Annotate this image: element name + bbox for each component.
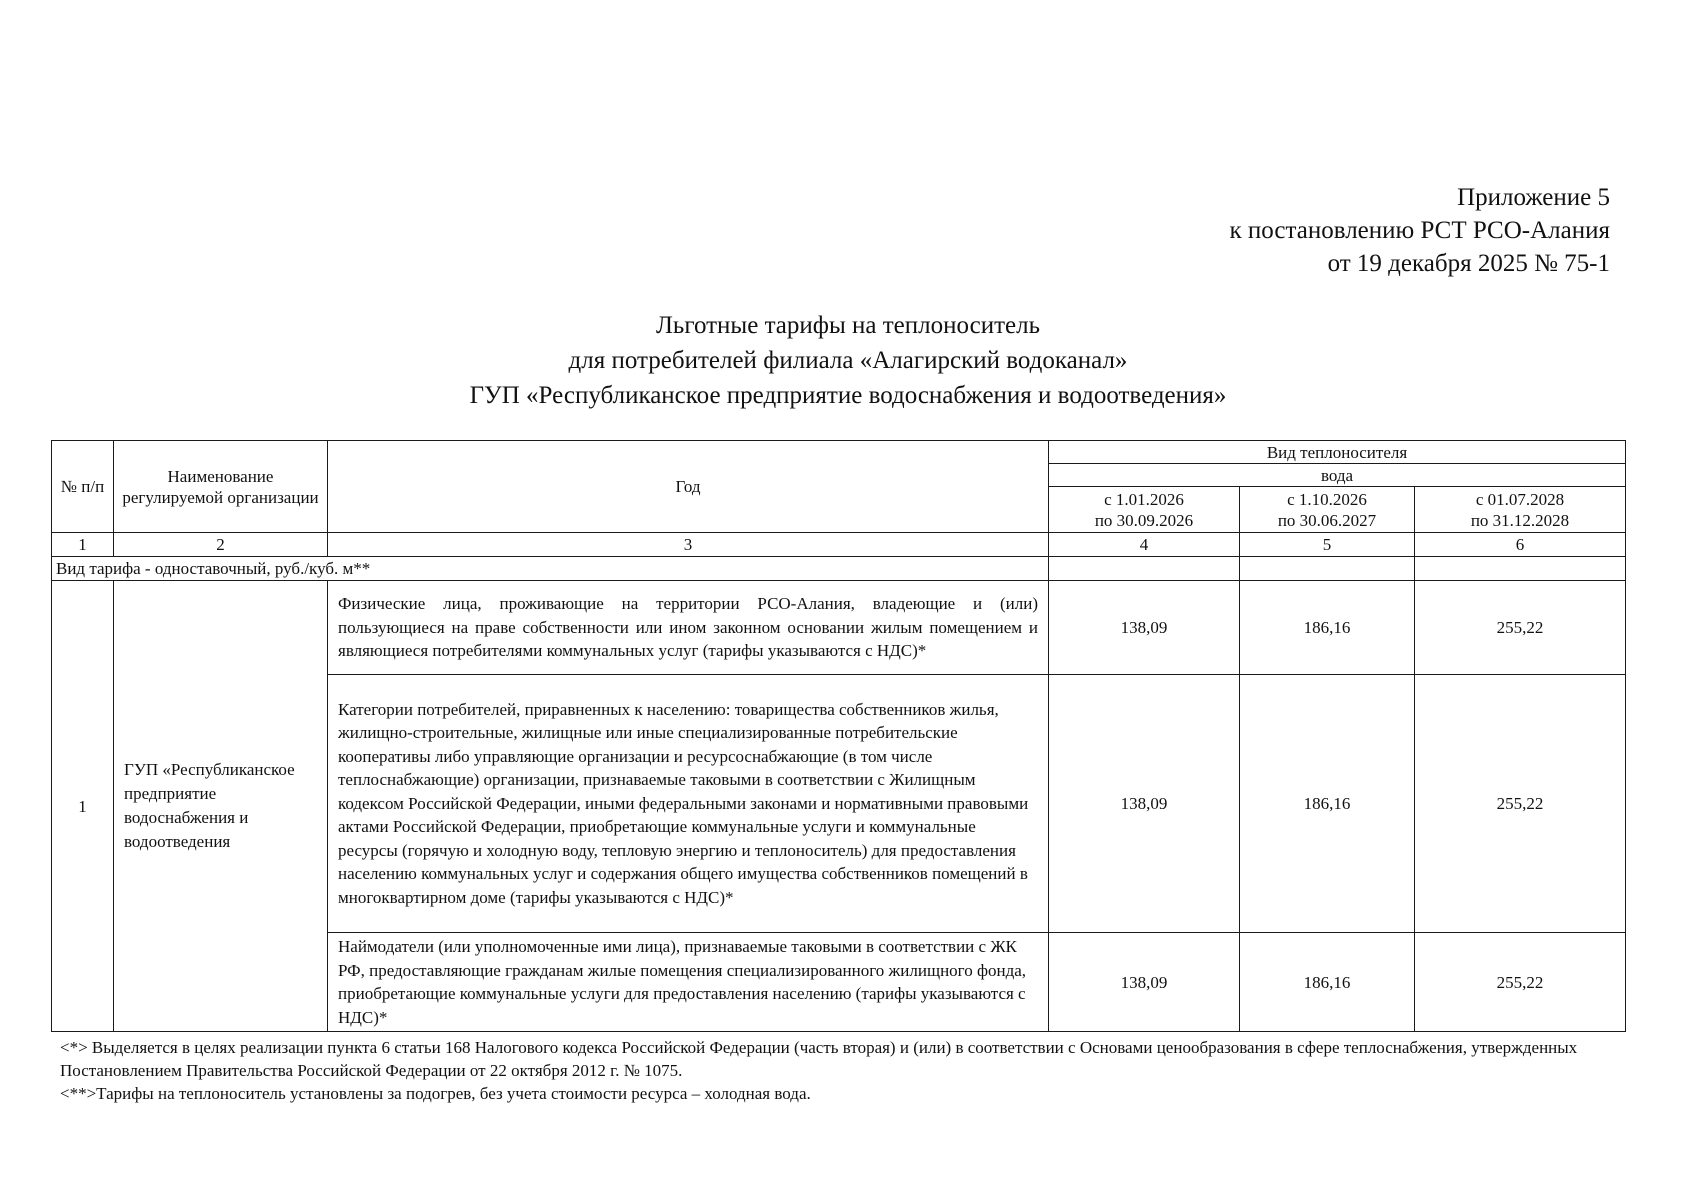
tariff-table bbox=[51, 440, 1626, 1032]
tariff-price: 255,22 bbox=[1415, 675, 1626, 933]
tariff-price: 186,16 bbox=[1240, 675, 1415, 933]
footnotes bbox=[60, 1036, 1640, 1105]
tariff-price: 138,09 bbox=[1049, 581, 1240, 675]
column-number: 6 bbox=[1415, 533, 1626, 557]
column-number: 2 bbox=[114, 533, 328, 557]
organization-name: ГУП «Республиканское предприятие водоснабжения и водоотведения bbox=[114, 581, 328, 1032]
tariff-price: 186,16 bbox=[1240, 581, 1415, 675]
column-number: 5 bbox=[1240, 533, 1415, 557]
column-number: 1 bbox=[52, 533, 114, 557]
column-number-row bbox=[52, 533, 1626, 557]
tariff-kind-row bbox=[52, 557, 1626, 581]
consumer-description: Категории потребителей, приравненных к населению: товарищества собственников жилья, жилищно-строительные, жилищные или иные специализированные потребительские кооперативы либо управляющие организации и ресурсоснабжающие (в том числе теплоснабжающие) организации, признаваемые таковыми в соответствии с Жилищным кодексом Российской Федерации, иными федеральными законами и нормативными правовыми актами Российской Федерации, приобретающие коммунальные услуги и коммунальные ресурсы (горячую и холодную воду, тепловую энергию и теплоноситель) для предоставления населению коммунальных услуг и содержания общего имущества собственников помещений в многоквартирном доме (тарифы указываются с НДС)* bbox=[328, 675, 1049, 933]
tariff-price: 138,09 bbox=[1049, 933, 1240, 1032]
period-1-to: по 30.09.2026 bbox=[1094, 510, 1194, 530]
title-line-3: ГУП «Республиканское предприятие водоснабжения и водоотведения» bbox=[469, 382, 1227, 409]
appendix-reference: к постановлению РСТ РСО-Алания bbox=[1229, 217, 1610, 244]
header-carrier-type: Вид теплоносителя bbox=[1049, 441, 1626, 464]
header-year: Год bbox=[328, 441, 1049, 533]
tariff-price: 186,16 bbox=[1240, 933, 1415, 1032]
tariff-price: 138,09 bbox=[1049, 675, 1240, 933]
header-period-3 bbox=[1415, 487, 1626, 533]
row-number: 1 bbox=[52, 581, 114, 1032]
period-2-to: по 30.06.2027 bbox=[1277, 510, 1377, 530]
title-line-1: Льготные тарифы на теплоноситель bbox=[655, 312, 1041, 339]
header-num: № п/п bbox=[52, 441, 114, 533]
period-3-to: по 31.12.2028 bbox=[1470, 510, 1570, 530]
title-line-2: для потребителей филиала «Алагирский водоканал» bbox=[568, 347, 1128, 374]
column-number: 4 bbox=[1049, 533, 1240, 557]
period-2-from: с 1.10.2026 bbox=[1287, 489, 1367, 509]
consumer-description: Наймодатели (или уполномоченные ими лица), признаваемые таковыми в соответствии с ЖК РФ, предоставляющие гражданам жилые помещения специализированного жилищного фонда, приобретающие коммунальные услуги для предоставления населению (тарифы указываются с НДС)* bbox=[328, 933, 1049, 1032]
appendix-date: от 19 декабря 2025 № 75-1 bbox=[1327, 250, 1610, 277]
tariff-kind: Вид тарифа - одноставочный, руб./куб. м** bbox=[52, 557, 1049, 581]
header-org: Наименование регулируемой организации bbox=[114, 441, 328, 533]
tariff-price: 255,22 bbox=[1415, 933, 1626, 1032]
tariff-price: 255,22 bbox=[1415, 581, 1626, 675]
empty-cell bbox=[1049, 557, 1240, 581]
appendix-block bbox=[1230, 181, 1610, 280]
appendix-number: Приложение 5 bbox=[1457, 184, 1610, 211]
header-period-2 bbox=[1240, 487, 1415, 533]
table-row bbox=[52, 581, 1626, 675]
header-carrier: вода bbox=[1049, 464, 1626, 487]
empty-cell bbox=[1240, 557, 1415, 581]
period-1-from: с 1.01.2026 bbox=[1104, 489, 1184, 509]
column-number: 3 bbox=[328, 533, 1049, 557]
footnote-vat: <*> Выделяется в целях реализации пункта 6 статьи 168 Налогового кодекса Российской Федерации (часть вторая) и (или) в соответствии с Основами ценообразования в сфере теплоснабжения, утвержденных Постановлением Правительства Российской Федерации от 22 октября 2012 г. № 1075. bbox=[60, 1038, 1578, 1080]
consumer-description: Физические лица, проживающие на территории РСО-Алания, владеющие и (или) пользующиеся на праве собственности или ином законном основании жилым помещением и являющиеся потребителями коммунальных услуг (тарифы указываются с НДС)* bbox=[328, 581, 1049, 675]
document-title bbox=[0, 308, 1696, 413]
period-3-from: с 01.07.2028 bbox=[1475, 489, 1565, 509]
header-period-1 bbox=[1049, 487, 1240, 533]
empty-cell bbox=[1415, 557, 1626, 581]
footnote-heating: <**>Тарифы на теплоноситель установлены за подогрев, без учета стоимости ресурса – холодная вода. bbox=[60, 1084, 811, 1103]
